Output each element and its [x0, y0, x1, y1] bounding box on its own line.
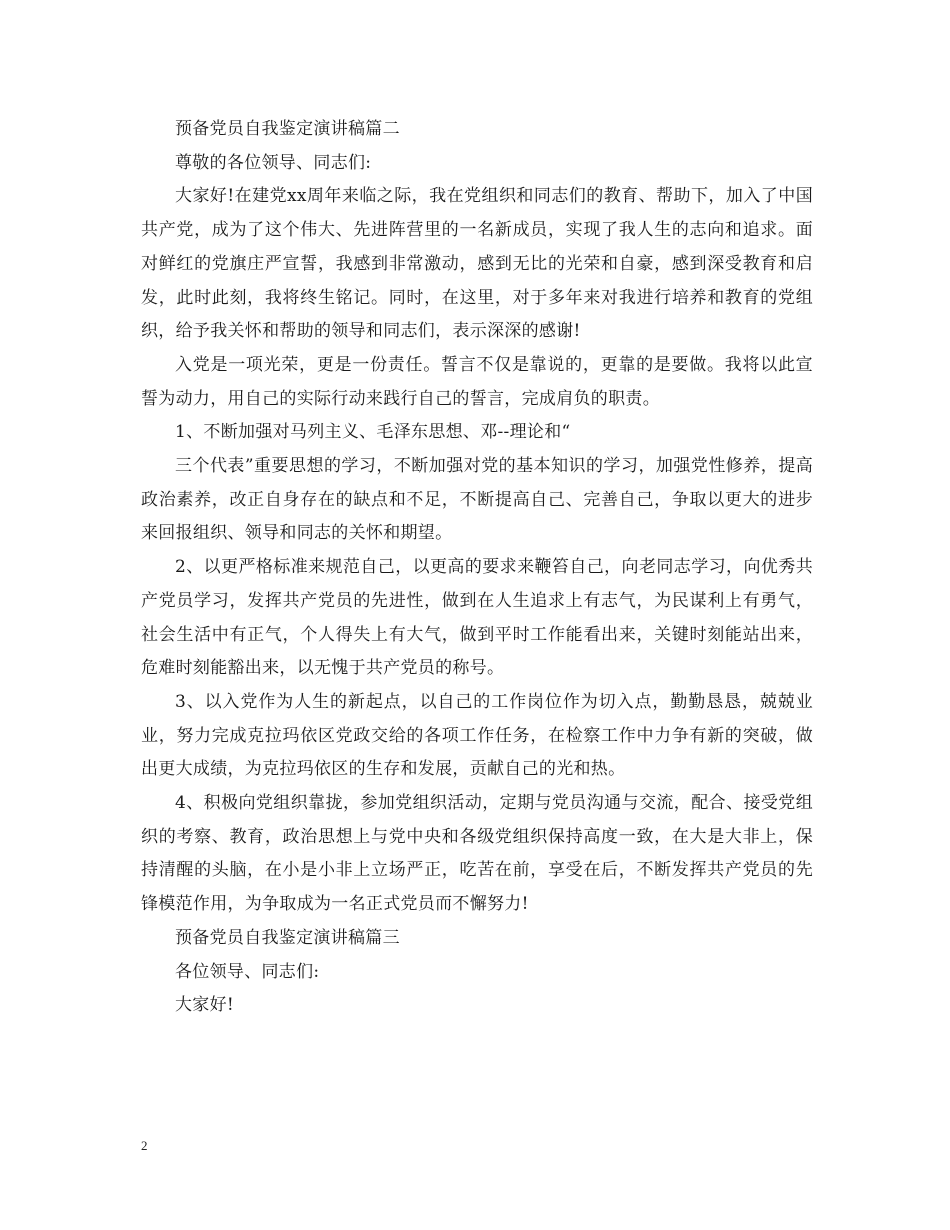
- salutation: 尊敬的各位领导、同志们:: [175, 152, 372, 173]
- salutation-part-three: 各位领导、同志们:: [175, 961, 320, 982]
- list-item-1-continued: 三个代表”重要思想的学习，不断加强对党的基本知识的学习，加强党性修养，提高政治素养，改正自身存在的缺点和不足，不断提高自己、完善自己，争取以更大的进步来回报组织、领导和同志的关怀和期望。: [141, 456, 813, 544]
- document-body: [141, 113, 813, 1023]
- section-heading-part-two: 预备党员自我鉴定演讲稿篇二: [175, 119, 400, 139]
- section-heading-part-three: 预备党员自我鉴定演讲稿篇三: [175, 927, 400, 948]
- list-item-2: 2、以更严格标准来规范自己，以更高的要求来鞭笞自己，向老同志学习，向优秀共产党员学习，发挥共产党员的先进性，做到在人生追求上有志气，为民谋利上有勇气，社会生活中有正气，个人得失上有大气，做到平时工作能看出来，关键时刻能站出来，危难时刻能豁出来，以无愧于共产党员的称号。: [141, 557, 813, 679]
- list-item-3: 3、以入党作为人生的新起点，以自己的工作岗位作为切入点，勤勤恳恳，兢兢业业，努力完成克拉玛依区党政交给的各项工作任务，在检察工作中力争有新的突破，做出更大成绩，为克拉玛依区的生存和发展，贡献自己的光和热。: [141, 691, 813, 780]
- greeting-part-three: 大家好!: [175, 995, 235, 1016]
- body-paragraph-responsibility: 入党是一项光荣，更是一份责任。誓言不仅是靠说的，更靠的是要做。我将以此宣誓为动力，用自己的实际行动来践行自己的誓言，完成肩负的职责。: [141, 354, 813, 409]
- list-item-1-intro: 1、不断加强对马列主义、毛泽东思想、邓--理论和“: [175, 422, 571, 443]
- body-paragraph-greeting: 大家好!在建党xx周年来临之际，我在党组织和同志们的教育、帮助下，加入了中国共产党，成为了这个伟大、先进阵营里的一名新成员，实现了我人生的志向和追求。面对鲜红的党旗庄严宣誓，我感到非常激动，感到无比的光荣和自豪，感到深受教育和启发，此时此刻，我将终生铭记。同时，在这里，对于多年来对我进行培养和教育的党组织，给予我关怀和帮助的领导和同志们，表示深深的感谢!: [141, 186, 813, 342]
- list-item-4: 4、积极向党组织靠拢，参加党组织活动，定期与党员沟通与交流，配合、接受党组织的考察、教育，政治思想上与党中央和各级党组织保持高度一致，在大是大非上，保持清醒的头脑，在小是小非上立场严正，吃苦在前，享受在后，不断发挥共产党员的先锋模范作用，为争取成为一名正式党员而不懈努力!: [141, 793, 813, 915]
- page-number: 2: [141, 1138, 148, 1153]
